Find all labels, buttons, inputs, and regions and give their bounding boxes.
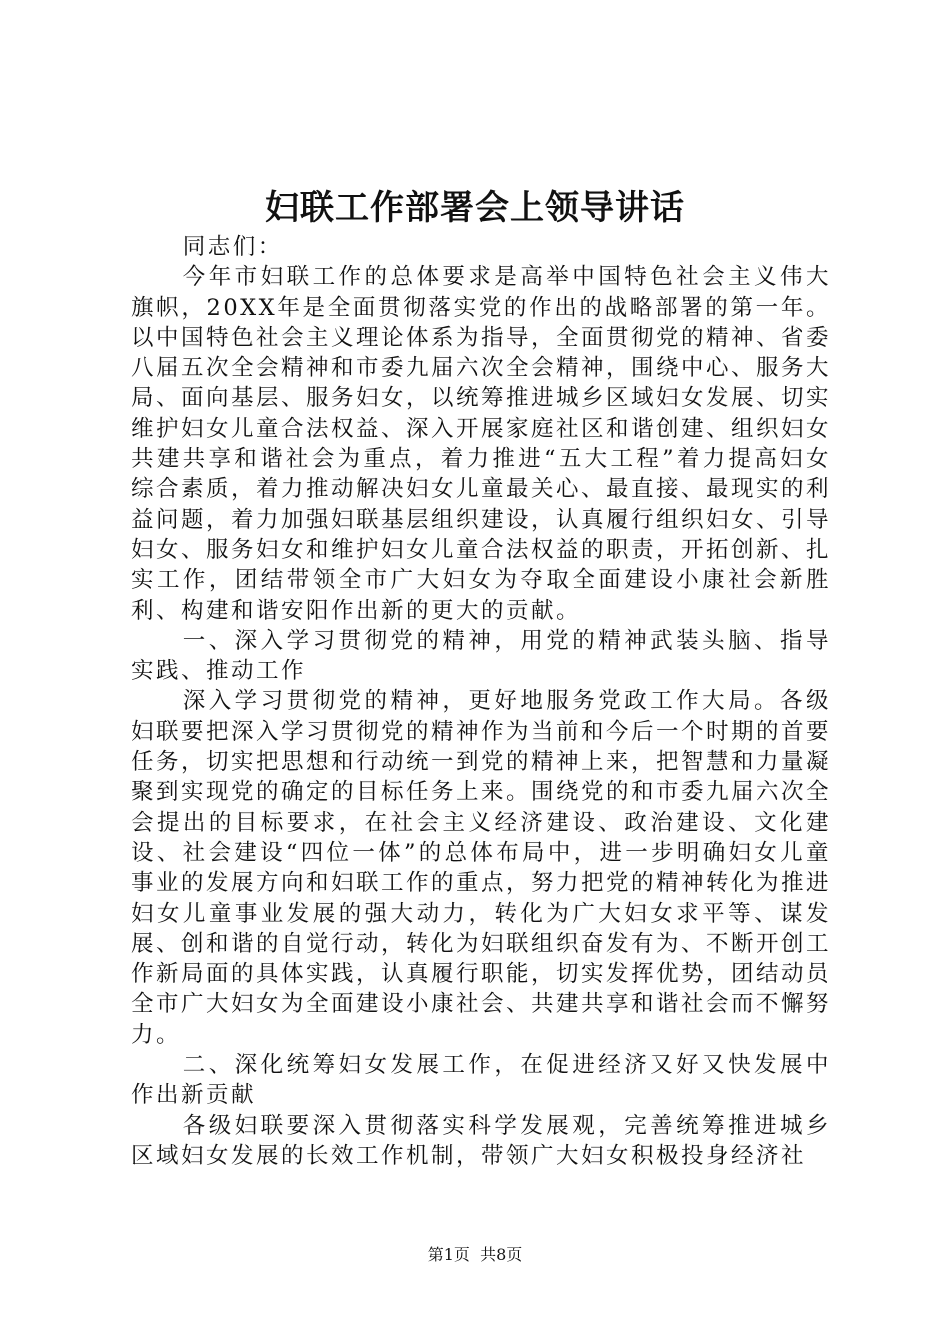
section-heading-2: 二、深化统筹妇女发展工作，在促进经济又好又快发展中作出新贡献 — [131, 1052, 831, 1109]
salutation: 同志们： — [182, 234, 283, 260]
section-heading-1: 一、深入学习贯彻党的精神，用党的精神武装头脑、指导实践、推动工作 — [131, 627, 831, 685]
paragraph-section-1: 深入学习贯彻党的精神，更好地服务党政工作大局。各级妇联要把深入学习贯彻党的精神作为当前和今后一个时期的首要任务，切实把思想和行动统一到党的精神上来，把智慧和力量凝聚到实现党的确定的目标任务上来。围绕党的和市委九届六次全会提出的目标要求，在社会主义经济建设、政治建设、文化建设、社会建设“四位一体”的总体布局中，进一步明确妇女儿童事业的发展方向和妇联工作的重点，努力把党的精神转化为推进妇女儿童事业发展的强大动力，转化为广大妇女求平等、谋发展、创和谐的自觉行动，转化为妇联组织奋发有为、不断开创工作新局面的具体实践，认真履行职能，切实发挥优势，团结动员全市广大妇女为全面建设小康社会、共建共享和谐社会而不懈努力。 — [131, 688, 832, 1048]
document-body — [131, 232, 831, 1171]
page-number-footer: 第1页 共8页 — [427, 1245, 523, 1264]
paragraph-section-2: 各级妇联要深入贯彻落实科学发展观，完善统筹推进城乡区域妇女发展的长效工作机制，带领广大妇女积极投身经济社 — [131, 1112, 831, 1169]
paragraph-intro: 今年市妇联工作的总体要求是高举中国特色社会主义伟大旗帜，20XX年是全面贯彻落实党的作出的战略部署的第一年。以中国特色社会主义理论体系为指导，全面贯彻党的精神、省委八届五次全会精神和市委九届六次全会精神，围绕中心、服务大局、面向基层、服务妇女，以统筹推进城乡区域妇女发展、切实维护妇女儿童合法权益、深入开展家庭社区和谐创建、组织妇女共建共享和谐社会为重点，着力推进“五大工程”着力提高妇女综合素质，着力推动解决妇女儿童最关心、最直接、最现实的利益问题，着力加强妇联基层组织建设，认真履行组织妇女、引导妇女、服务妇女和维护妇女儿童合法权益的职责，开拓创新、扎实工作，团结带领全市广大妇女为夺取全面建设小康社会新胜利、构建和谐安阳作出新的更大的贡献。 — [131, 264, 832, 624]
document-title: 妇联工作部署会上领导讲话 — [265, 188, 685, 228]
